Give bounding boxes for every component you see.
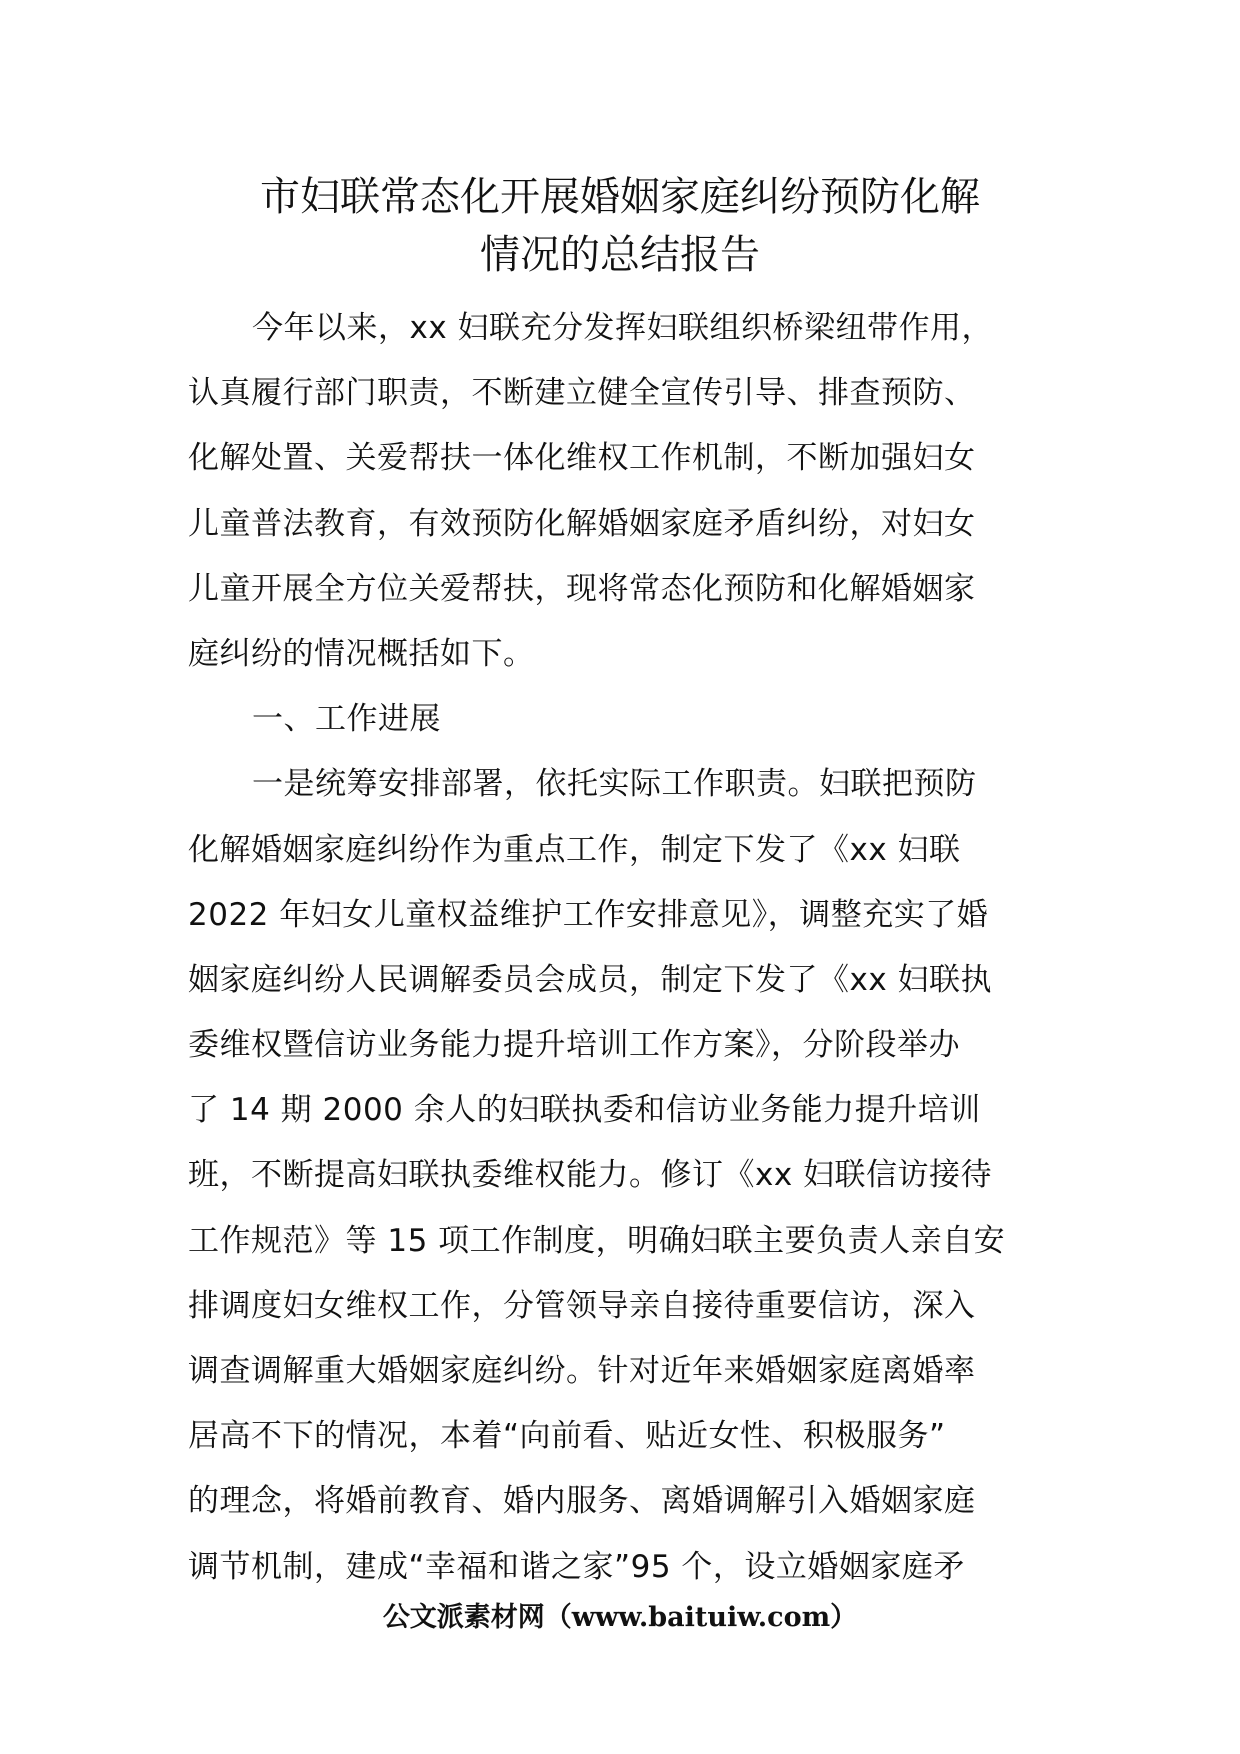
paragraph-line: 庭纠纷的情况概括如下。 xyxy=(188,635,535,672)
paragraph-line: 化解婚姻家庭纠纷作为重点工作，制定下发了《xx 妇联 xyxy=(188,831,961,868)
title-line-2: 情况的总结报告 xyxy=(480,232,760,278)
paragraph-line: 姻家庭纠纷人民调解委员会成员，制定下发了《xx 妇联执 xyxy=(188,961,993,998)
paragraph-line: 儿童普法教育，有效预防化解婚姻家庭矛盾纠纷，对妇女 xyxy=(188,505,976,542)
paragraph-line: 调节机制，建成“幸福和谐之家”95 个，设立婚姻家庭矛 xyxy=(188,1548,965,1585)
paragraph-line: 居高不下的情况，本着“向前看、贴近女性、积极服务” xyxy=(188,1418,946,1455)
paragraph-line: 工作规范》等 15 项工作制度，明确妇联主要负责人亲自安 xyxy=(188,1222,1006,1259)
paragraph-line: 的理念，将婚前教育、婚内服务、离婚调解引入婚姻家庭 xyxy=(188,1483,976,1520)
paragraph-line: 儿童开展全方位关爱帮扶，现将常态化预防和化解婚姻家 xyxy=(188,570,976,607)
document-title xyxy=(150,168,1090,284)
paragraph-line: 了 14 期 2000 余人的妇联执委和信访业务能力提升培训 xyxy=(188,1092,981,1129)
paragraph-line: 2022 年妇女儿童权益维护工作安排意见》，调整充实了婚 xyxy=(188,896,989,933)
paragraph-line: 一是统筹安排部署，依托实际工作职责。妇联把预防 xyxy=(252,766,977,803)
paragraph-line: 认真履行部门职责，不断建立健全宣传引导、排查预防、 xyxy=(188,375,976,412)
paragraph-line: 今年以来，xx 妇联充分发挥妇联组织桥梁纽带作用， xyxy=(252,310,994,346)
paragraph-line: 委维权暨信访业务能力提升培训工作方案》，分阶段举办 xyxy=(188,1027,960,1064)
document-body xyxy=(188,296,1052,1600)
title-line-1: 市妇联常态化开展婚姻家庭纠纷预防化解 xyxy=(260,174,980,220)
section-heading: 一、工作进展 xyxy=(252,701,441,738)
paragraph-line: 调查调解重大婚姻家庭纠纷。针对近年来婚姻家庭离婚率 xyxy=(188,1353,976,1389)
paragraph-line: 排调度妇女维权工作，分管领导亲自接待重要信访，深入 xyxy=(188,1287,976,1324)
paragraph-line: 班，不断提高妇联执委维权能力。修订《xx 妇联信访接待 xyxy=(188,1157,993,1194)
paragraph-line: 化解处置、关爱帮扶一体化维权工作机制，不断加强妇女 xyxy=(188,440,976,477)
page-footer: 公文派素材网（www.baituiw.com） xyxy=(382,1602,858,1633)
